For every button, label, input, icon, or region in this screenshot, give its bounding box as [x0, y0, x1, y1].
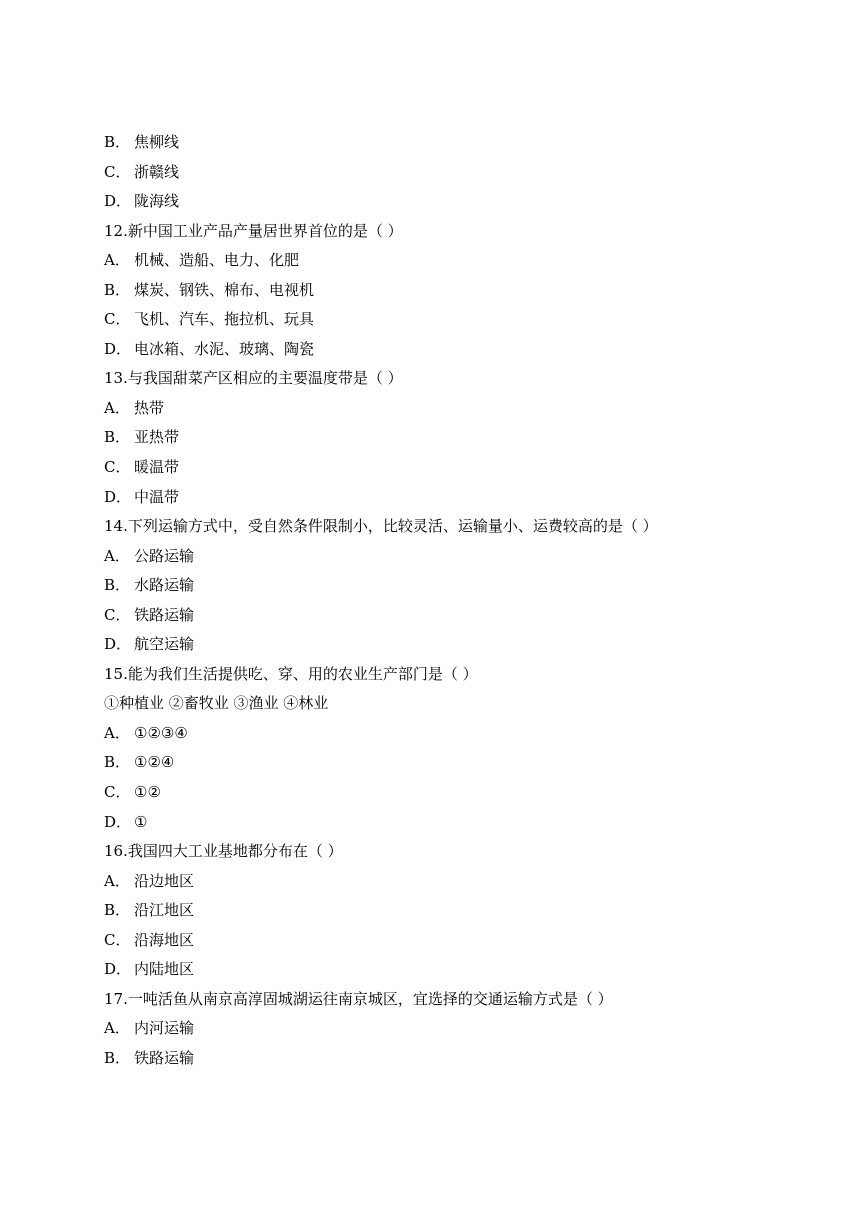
option-letter: A．: [104, 251, 130, 270]
q11-option-d: [104, 187, 784, 217]
option-text: 铁路运输: [134, 605, 195, 624]
option-text: 沿边地区: [134, 871, 195, 890]
q14-option-d: [104, 630, 784, 660]
q14-option-c: [104, 601, 784, 631]
q13-stem: 13.与我国甜菜产区相应的主要温度带是（ ）: [104, 369, 403, 388]
q16-option-c: [104, 926, 784, 956]
option-text: 航空运输: [134, 635, 195, 654]
q11-option-b: [104, 128, 784, 158]
q14-option-a: [104, 542, 784, 572]
question-list: [104, 128, 784, 1074]
q12-option-b: [104, 276, 784, 306]
option-text: 机械、造船、电力、化肥: [134, 251, 300, 270]
option-text: 电冰箱、水泥、玻璃、陶瓷: [134, 339, 315, 358]
q13-option-d: [104, 483, 784, 513]
option-text: 暖温带: [134, 458, 180, 477]
q16-stem: 16.我国四大工业基地都分布在（ ）: [104, 842, 343, 861]
option-text: 亚热带: [134, 428, 180, 447]
q16-option-a: [104, 867, 784, 897]
option-text: 热带: [134, 398, 165, 417]
option-text: 浙赣线: [134, 162, 180, 181]
option-letter: B．: [104, 1048, 131, 1067]
option-text: 铁路运输: [134, 1048, 195, 1067]
option-text: ①②: [134, 783, 161, 802]
option-letter: A．: [104, 723, 130, 742]
option-text: 公路运输: [134, 546, 195, 565]
option-text: 沿江地区: [134, 901, 195, 920]
q16-option-b: [104, 896, 784, 926]
option-letter: A．: [104, 546, 130, 565]
option-text: 中温带: [134, 487, 180, 506]
option-text: 陇海线: [134, 192, 180, 211]
q12-option-c: [104, 305, 784, 335]
option-letter: B．: [104, 280, 131, 299]
option-letter: D．: [104, 487, 132, 506]
q13-option-b: [104, 423, 784, 453]
option-text: 内陆地区: [134, 960, 195, 979]
option-letter: C．: [104, 783, 131, 802]
option-text: 煤炭、钢铁、棉布、电视机: [134, 280, 315, 299]
option-letter: C．: [104, 605, 131, 624]
option-text: ①②③④: [134, 723, 188, 742]
q15-option-d: [104, 808, 784, 838]
q12-option-a: [104, 246, 784, 276]
option-letter: B．: [104, 901, 131, 920]
option-text: 水路运输: [134, 576, 195, 595]
option-letter: C．: [104, 310, 131, 329]
q15-sub-statement: ①种植业 ②畜牧业 ③渔业 ④林业: [104, 694, 329, 713]
option-letter: A．: [104, 398, 130, 417]
q15-option-a: [104, 719, 784, 749]
q14-stem: 14.下列运输方式中，受自然条件限制小，比较灵活、运输量小、运费较高的是（ ）: [104, 517, 658, 536]
option-letter: C．: [104, 930, 131, 949]
option-letter: D．: [104, 192, 132, 211]
q17-option-b: [104, 1044, 784, 1074]
option-letter: D．: [104, 635, 132, 654]
q15-stem: 15.能为我们生活提供吃、穿、用的农业生产部门是（ ）: [104, 664, 478, 683]
q17-stem: 17.一吨活鱼从南京高淳固城湖运往南京城区，宜选择的交通运输方式是（ ）: [104, 989, 613, 1008]
option-letter: D．: [104, 339, 132, 358]
q13-option-c: [104, 453, 784, 483]
q17-option-a: [104, 1014, 784, 1044]
q15-option-b: [104, 748, 784, 778]
option-letter: D．: [104, 960, 132, 979]
q12-option-d: [104, 335, 784, 365]
q14-option-b: [104, 571, 784, 601]
option-text: 飞机、汽车、拖拉机、玩具: [134, 310, 315, 329]
option-letter: C．: [104, 162, 131, 181]
q15-option-c: [104, 778, 784, 808]
option-text: 沿海地区: [134, 930, 195, 949]
option-letter: B．: [104, 133, 131, 151]
q13-option-a: [104, 394, 784, 424]
option-letter: A．: [104, 871, 130, 890]
option-letter: B．: [104, 753, 131, 772]
option-letter: D．: [104, 812, 132, 831]
option-text: 内河运输: [134, 1019, 195, 1038]
option-letter: B．: [104, 428, 131, 447]
q12-stem: 12.新中国工业产品产量居世界首位的是（ ）: [104, 221, 403, 240]
q16-option-d: [104, 955, 784, 985]
option-text: ①②④: [134, 753, 175, 772]
option-letter: C．: [104, 458, 131, 477]
option-text: ①: [134, 812, 148, 831]
option-letter: B．: [104, 576, 131, 595]
option-text: 焦柳线: [134, 133, 180, 151]
option-letter: A．: [104, 1019, 130, 1038]
q11-option-c: [104, 158, 784, 188]
